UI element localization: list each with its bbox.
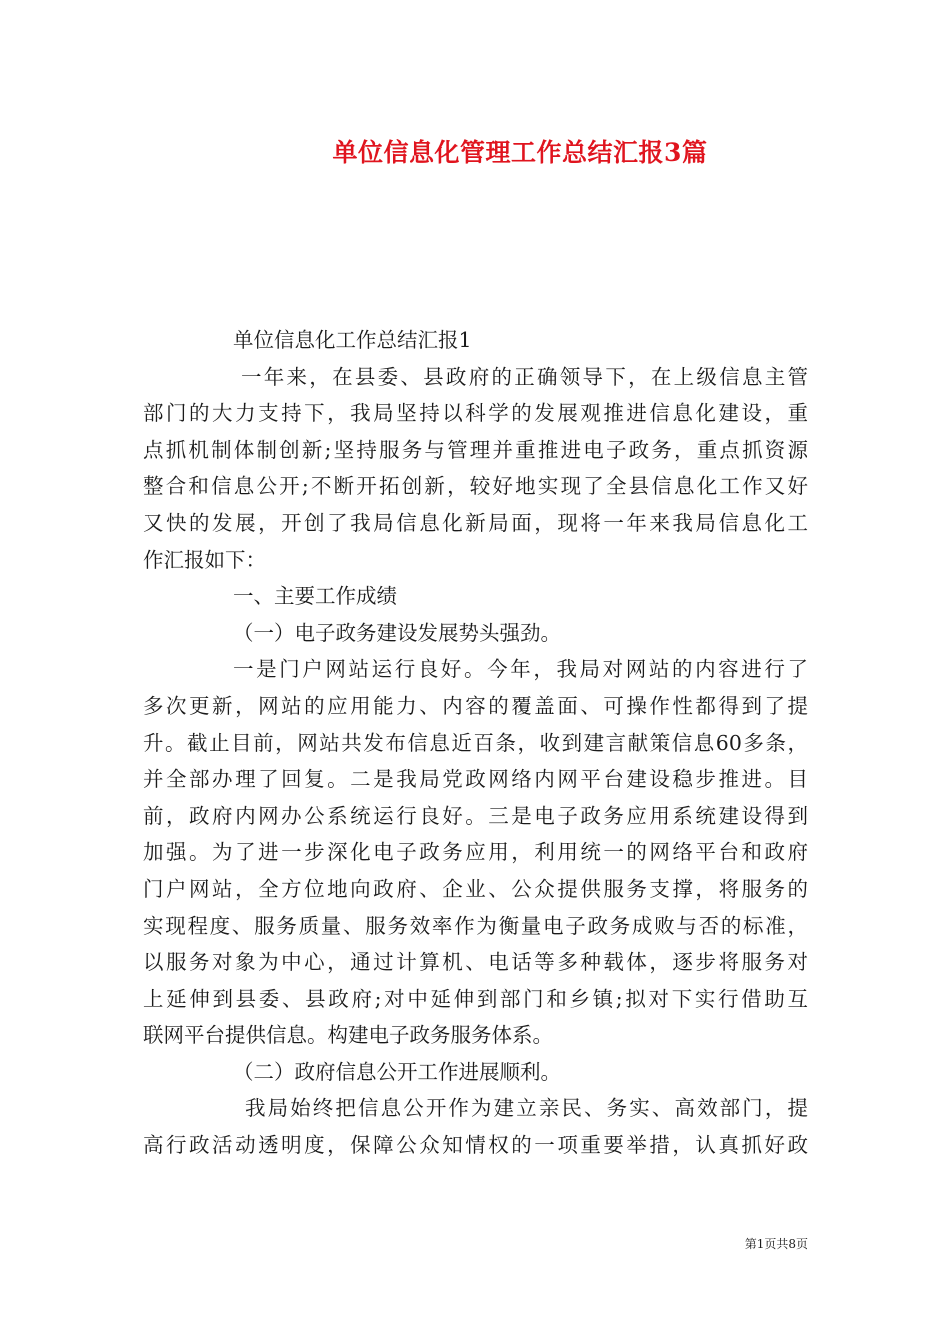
paragraph-line: 上延伸到县委、县政府;对中延伸到部门和乡镇;拟对下实行借助互 [143, 986, 808, 1011]
paragraph-line: 升。截止目前，网站共发布信息近百条，收到建言献策信息60多条， [143, 730, 808, 755]
document-body [143, 322, 808, 1164]
paragraph-line: 作汇报如下： [143, 547, 266, 572]
paragraph-line: 高行政活动透明度，保障公众知情权的一项重要举措，认真抓好政 [143, 1133, 808, 1158]
paragraph-line: 一是门户网站运行良好。今年，我局对网站的内容进行了 [233, 657, 808, 682]
subheading: 一、主要工作成绩 [233, 584, 397, 609]
paragraph-line: 整合和信息公开;不断开拓创新，较好地实现了全县信息化工作又好 [143, 474, 808, 499]
subheading: （一）电子政务建设发展势头强劲。 [233, 620, 561, 645]
paragraph-line: 以服务对象为中心，通过计算机、电话等多种载体，逐步将服务对 [143, 950, 808, 975]
section-heading: 单位信息化工作总结汇报1 [233, 328, 472, 352]
paragraph-line: 多次更新，网站的应用能力、内容的覆盖面、可操作性都得到了提 [143, 693, 808, 718]
paragraph-line: 联网平台提供信息。构建电子政务服务体系。 [143, 1023, 553, 1048]
paragraph-line: 实现程度、服务质量、服务效率作为衡量电子政务成败与否的标准， [143, 913, 808, 938]
paragraph-line: 前，政府内网办公系统运行良好。三是电子政务应用系统建设得到 [143, 803, 808, 828]
paragraph-line: 又快的发展，开创了我局信息化新局面，现将一年来我局信息化工 [143, 510, 808, 535]
paragraph-line: 点抓机制体制创新;坚持服务与管理并重推进电子政务，重点抓资源 [143, 437, 808, 462]
paragraph-line: 部门的大力支持下，我局坚持以科学的发展观推进信息化建设，重 [143, 401, 808, 426]
paragraph-line: 并全部办理了回复。二是我局党政网络内网平台建设稳步推进。目 [143, 767, 808, 792]
subheading: （二）政府信息公开工作进展顺利。 [233, 1059, 561, 1084]
paragraph-line: 我局始终把信息公开作为建立亲民、务实、高效部门，提 [245, 1096, 808, 1121]
paragraph-line: 加强。为了进一步深化电子政务应用，利用统一的网络平台和政府 [143, 840, 808, 865]
paragraph-line: 门户网站，全方位地向政府、企业、公众提供服务支撑，将服务的 [143, 876, 808, 901]
document-title: 单位信息化管理工作总结汇报3篇 [332, 138, 708, 167]
page-number: 第1页共8页 [744, 1237, 808, 1251]
paragraph-line: 一年来，在县委、县政府的正确领导下，在上级信息主管 [241, 364, 808, 389]
